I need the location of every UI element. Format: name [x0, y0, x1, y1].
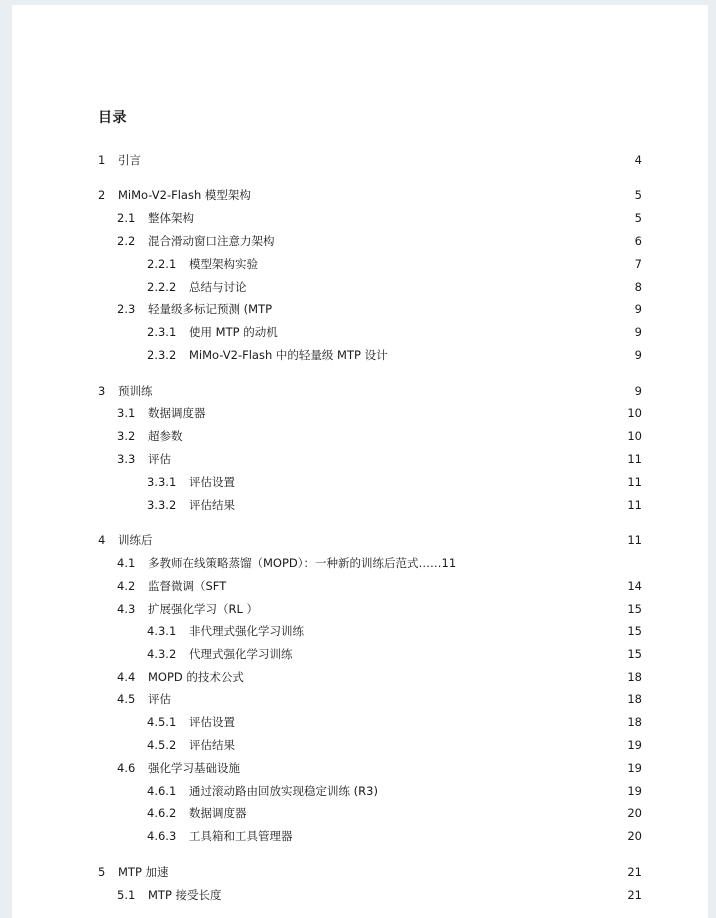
- toc-entry-title: 评估设置: [189, 715, 235, 729]
- toc-entry[interactable]: [147, 713, 642, 731]
- toc-entry[interactable]: [147, 346, 642, 364]
- toc-entry-page: 20: [627, 829, 642, 843]
- toc-entry-title: 训练后: [118, 533, 153, 547]
- toc-entry[interactable]: [147, 622, 642, 640]
- toc-entry-page: 18: [627, 692, 642, 706]
- toc-entry[interactable]: [98, 863, 642, 881]
- toc-entry-page: 20: [627, 806, 642, 820]
- toc-entry[interactable]: [117, 209, 642, 227]
- toc-entry[interactable]: [117, 690, 642, 708]
- toc-entry-number: 4.6.1: [147, 784, 177, 798]
- toc-entry-title: 评估设置: [189, 475, 235, 489]
- toc-entry-title: MiMo-V2-Flash 中的轻量级 MTP 设计: [189, 348, 388, 362]
- toc-entry[interactable]: [147, 496, 642, 514]
- toc-entry-page: 11: [627, 533, 642, 547]
- toc-entry[interactable]: [117, 232, 642, 250]
- toc-entry[interactable]: [117, 668, 642, 686]
- toc-entry-number: 4.2: [117, 579, 136, 593]
- toc-entry[interactable]: [117, 759, 642, 777]
- toc-entry-number: 2.2.2: [147, 280, 177, 294]
- toc-entry-title: 预训练: [118, 384, 153, 398]
- toc-entry[interactable]: [117, 886, 642, 904]
- toc-entry-title: 数据调度器: [189, 806, 247, 820]
- toc-entry-title: 总结与讨论: [189, 280, 247, 294]
- toc-entry-number: 4.4: [117, 670, 136, 684]
- toc-entry-title: MTP 接受长度: [148, 888, 222, 902]
- toc-entry-page: 14: [627, 579, 642, 593]
- toc-entry-number: 3: [98, 384, 106, 398]
- toc-entry-page: 11: [627, 475, 642, 489]
- toc-entry-number: 2.1: [117, 211, 136, 225]
- toc-entry[interactable]: [147, 278, 642, 296]
- toc-entry-page: 9: [634, 302, 642, 316]
- toc-title: 目录: [98, 110, 127, 126]
- toc-entry-number: 4.6.2: [147, 806, 177, 820]
- toc-entry[interactable]: [147, 255, 642, 273]
- toc-entry-number: 4.5.2: [147, 738, 177, 752]
- toc-entry-page: 10: [627, 406, 642, 420]
- toc-entry[interactable]: [98, 186, 642, 204]
- toc-entry-number: 3.1: [117, 406, 136, 420]
- toc-entry-title: 评估结果: [189, 498, 235, 512]
- toc-entry-page: 11: [627, 452, 642, 466]
- toc-entry-page: 8: [634, 280, 642, 294]
- toc-entry[interactable]: [147, 645, 642, 663]
- toc-entry-title: 强化学习基础设施: [148, 761, 240, 775]
- toc-entry-title: 多教师在线策略蒸馏（MOPD）：一种新的训练后范式……11: [148, 556, 457, 570]
- toc-entry-page: 7: [634, 257, 642, 271]
- toc-entry-title: 轻量级多标记预测 (MTP: [148, 302, 273, 316]
- toc-entry-page: 15: [627, 602, 642, 616]
- toc-entry-number: 3.3: [117, 452, 136, 466]
- toc-entry[interactable]: [98, 151, 642, 169]
- toc-entry[interactable]: [117, 577, 642, 595]
- toc-entry-title: 代理式强化学习训练: [189, 647, 293, 661]
- toc-entry-title: 工具箱和工具管理器: [189, 829, 293, 843]
- toc-entry[interactable]: [147, 736, 642, 754]
- toc-entry[interactable]: [117, 600, 642, 618]
- toc-entry-title: 监督微调（SFT: [148, 579, 227, 593]
- toc-entry-page: 21: [627, 865, 642, 879]
- toc-entry-number: 2.3: [117, 302, 136, 316]
- toc-entry-number: 2.2: [117, 234, 136, 248]
- toc-entry-number: 3.3.2: [147, 498, 177, 512]
- toc-entry-number: 4.3: [117, 602, 136, 616]
- toc-entry-title: 模型架构实验: [189, 257, 258, 271]
- toc-entry-page: 9: [634, 348, 642, 362]
- toc-entry-number: 1: [98, 153, 106, 167]
- toc-entry[interactable]: [117, 554, 642, 572]
- toc-entry-page: 19: [627, 761, 642, 775]
- toc-entry-title: 超参数: [148, 429, 183, 443]
- toc-entry-number: 4: [98, 533, 106, 547]
- toc-entry-title: MOPD 的技术公式: [148, 670, 244, 684]
- toc-entry[interactable]: [147, 804, 642, 822]
- toc-list: [12, 5, 708, 918]
- toc-entry-number: 2.2.1: [147, 257, 177, 271]
- toc-entry[interactable]: [117, 427, 642, 445]
- toc-entry-page: 5: [634, 211, 642, 225]
- toc-entry-page: 10: [627, 429, 642, 443]
- toc-entry[interactable]: [117, 404, 642, 422]
- toc-entry-number: 4.6.3: [147, 829, 177, 843]
- toc-entry-page: 11: [627, 498, 642, 512]
- toc-entry-number: 4.6: [117, 761, 136, 775]
- toc-entry-number: 5.1: [117, 888, 136, 902]
- toc-entry-title: 使用 MTP 的动机: [189, 325, 278, 339]
- toc-entry[interactable]: [98, 382, 642, 400]
- toc-entry-title: 非代理式强化学习训练: [189, 624, 304, 638]
- toc-entry-number: 4.3.1: [147, 624, 177, 638]
- toc-entry[interactable]: [147, 827, 642, 845]
- toc-entry[interactable]: [147, 782, 642, 800]
- toc-entry[interactable]: [147, 473, 642, 491]
- toc-entry-number: 4.5: [117, 692, 136, 706]
- toc-entry-title: MTP 加速: [118, 865, 169, 879]
- toc-entry-number: 3.2: [117, 429, 136, 443]
- toc-entry[interactable]: [147, 323, 642, 341]
- toc-entry-title: 评估: [148, 692, 171, 706]
- toc-entry[interactable]: [117, 450, 642, 468]
- toc-entry-page: 19: [627, 738, 642, 752]
- toc-entry-title: 混合滑动窗口注意力架构: [148, 234, 275, 248]
- toc-entry-number: 2.3.1: [147, 325, 177, 339]
- toc-entry-page: 6: [634, 234, 642, 248]
- toc-entry-title: 扩展强化学习（RL ）: [148, 602, 259, 616]
- toc-entry-number: 4.3.2: [147, 647, 177, 661]
- toc-entry-number: 4.1: [117, 556, 136, 570]
- toc-entry-page: 4: [634, 153, 642, 167]
- toc-entry-number: 4.5.1: [147, 715, 177, 729]
- toc-entry-title: MiMo-V2-Flash 模型架构: [118, 188, 251, 202]
- toc-entry-title: 评估结果: [189, 738, 235, 752]
- toc-entry-number: 5: [98, 865, 106, 879]
- document-page: [12, 5, 708, 918]
- toc-entry-page: 15: [627, 647, 642, 661]
- toc-entry-number: 2.3.2: [147, 348, 177, 362]
- toc-entry-title: 数据调度器: [148, 406, 206, 420]
- toc-entry-title: 引言: [118, 153, 141, 167]
- toc-entry[interactable]: [117, 300, 642, 318]
- toc-entry-page: 18: [627, 670, 642, 684]
- toc-entry-title: 评估: [148, 452, 171, 466]
- toc-entry-number: 2: [98, 188, 106, 202]
- toc-entry-title: 通过滚动路由回放实现稳定训练 (R3): [189, 784, 378, 798]
- toc-entry-page: 18: [627, 715, 642, 729]
- toc-entry-number: 3.3.1: [147, 475, 177, 489]
- toc-entry-page: 9: [634, 325, 642, 339]
- toc-entry[interactable]: [98, 531, 642, 549]
- toc-entry-title: 整体架构: [148, 211, 194, 225]
- toc-entry-page: 21: [627, 888, 642, 902]
- toc-entry-page: 19: [627, 784, 642, 798]
- toc-entry-page: 5: [634, 188, 642, 202]
- toc-entry-page: 9: [634, 384, 642, 398]
- toc-entry-page: 15: [627, 624, 642, 638]
